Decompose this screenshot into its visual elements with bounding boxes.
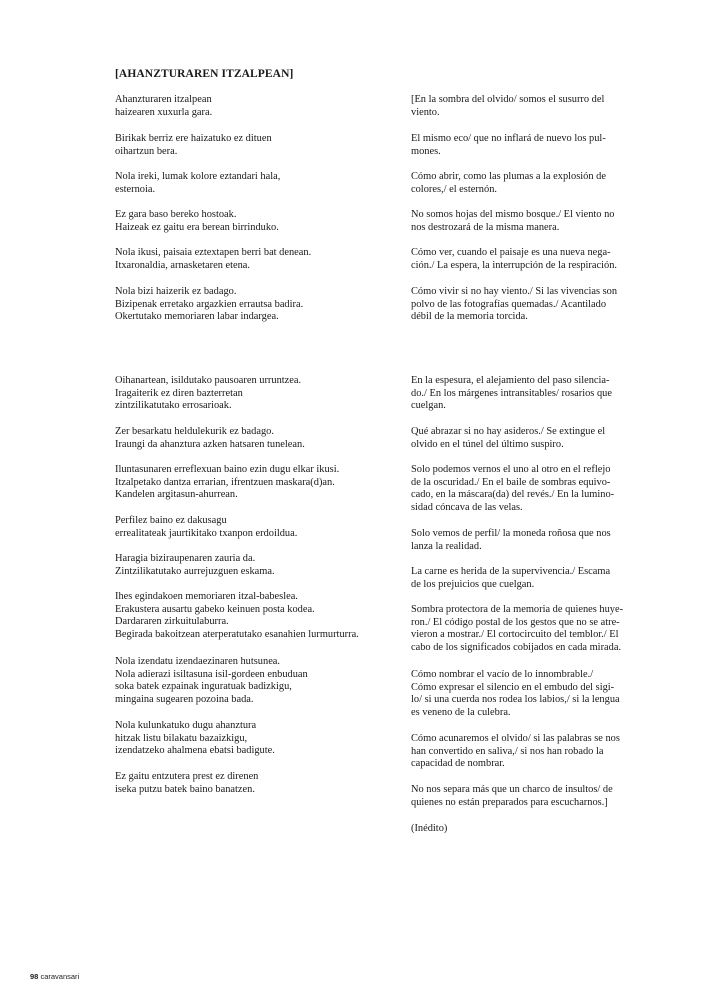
spanish-stanza: [411, 566, 610, 591]
verse-line: Ihes egindakoen memoriaren itzal-babeslea.: [115, 591, 298, 602]
basque-stanza: [115, 656, 308, 707]
magazine-name: caravansari: [40, 972, 80, 981]
verse-line: hitzak listu bilakatu bazaizkigu,: [115, 732, 248, 744]
verse-line: de la oscuridad./ En el baile de sombras equivo-: [411, 476, 611, 488]
verse-line: [En la sombra del olvido/ somos el susurro del: [411, 94, 605, 105]
verse-line: quienes no están preparados para escucharnos.]: [411, 796, 608, 808]
basque-stanza: [115, 286, 303, 324]
page-number: 98: [30, 972, 39, 981]
verse-line: cado, en la máscara(da) del revés./ En la lumino-: [411, 489, 615, 501]
verse-line: No somos hojas del mismo bosque./ El viento no: [411, 209, 615, 220]
verse-line: colores,/ el esternón.: [411, 183, 497, 195]
verse-line: Sombra protectora de la memoria de quienes huye-: [411, 604, 624, 615]
basque-stanza: [115, 464, 339, 502]
verse-line: iseka putzu batek baino banatzen.: [115, 783, 255, 795]
verse-line: de los prejuicios que cuelgan.: [411, 578, 535, 590]
spanish-stanza: [411, 669, 620, 720]
verse-line: Haizeak ez gaitu era berean birrinduko.: [115, 221, 279, 233]
verse-line: Birikak berriz ere haizatuko ez dituen: [115, 133, 272, 144]
verse-line: ron./ El código postal de los gestos que no se atre-: [411, 616, 620, 628]
spanish-stanza: [411, 209, 614, 234]
verse-line: Cómo ver, cuando el paisaje es una nueva nega-: [411, 247, 611, 258]
verse-line: En la espesura, el alejamiento del paso silencia-: [411, 375, 610, 386]
basque-stanza: [115, 771, 258, 796]
verse-line: han convertido en saliva,/ si nos han robado la: [411, 745, 604, 757]
verse-line: No nos separa más que un charco de insultos/ de: [411, 784, 613, 795]
verse-line: Nola ikusi, paisaia eztextapen berri bat denean.: [115, 247, 312, 258]
verse-line: mingaina sugearen pozoina bada.: [115, 694, 254, 706]
spanish-stanza: [411, 784, 613, 809]
verse-line: Iluntasunaren erreflexuan baino ezin dugu elkar ikusi.: [115, 464, 340, 475]
verse-line: Cómo acunaremos el olvido/ si las palabras se nos: [411, 733, 620, 744]
verse-line: vieron a mostrar./ El cortocircuito del temblor./ El: [411, 629, 619, 641]
verse-line: Iragaiterik ez diren bazterretan: [115, 387, 243, 399]
verse-line: Qué abrazar si no hay asideros./ Se extingue el: [411, 426, 606, 437]
verse-line: Ez gaitu entzutera prest ez direnen: [115, 771, 259, 782]
verse-line: lanza la realidad.: [411, 540, 482, 552]
spanish-stanza: [411, 375, 612, 413]
verse-line: mones.: [411, 145, 441, 157]
spanish-stanza: [411, 286, 617, 324]
verse-line: nos destrozará de la misma manera.: [411, 221, 560, 233]
verse-line: Cómo nombrar el vacío de lo innombrable./: [411, 669, 594, 680]
verse-line: viento.: [411, 106, 440, 118]
verse-line: polvo de las fotografías quemadas./ Acantilado: [411, 298, 607, 310]
verse-line: esternoia.: [115, 183, 156, 195]
verse-line: Kandelen argitasun-ahurrean.: [115, 489, 238, 501]
spanish-stanza: [411, 133, 606, 158]
verse-line: Haragia biziraupenaren zauria da.: [115, 553, 256, 564]
spanish-stanza: [411, 823, 447, 836]
verse-line: haizearen xuxurla gara.: [115, 106, 213, 118]
verse-line: zintzilikatutako errosarioak.: [115, 400, 232, 412]
verse-line: Okertutako memoriaren labar indargea.: [115, 311, 279, 323]
spanish-stanza: [411, 247, 617, 272]
verse-line: izendatzeko ahalmena ebatsi badigute.: [115, 745, 275, 757]
verse-line: Nola izendatu izendaezinaren hutsunea.: [115, 656, 281, 667]
verse-line: Itxaronaldia, arnasketaren etena.: [115, 259, 251, 271]
verse-line: El mismo eco/ que no inflará de nuevo los pul-: [411, 133, 606, 144]
verse-line: Nola ireki, lumak kolore eztandari hala,: [115, 171, 281, 182]
verse-line: Bizipenak erretako argazkien errautsa badira.: [115, 298, 304, 310]
verse-line: soka batek ezpainak inguratuak badizkigu,: [115, 681, 292, 693]
verse-line: capacidad de nombrar.: [411, 758, 505, 770]
verse-line: Cómo expresar el silencio en el embudo del sigi-: [411, 681, 615, 693]
spanish-stanza: [411, 426, 605, 451]
verse-line: Oihanartean, isildutako pausoaren urruntzea.: [115, 375, 302, 386]
verse-line: (Inédito): [411, 823, 448, 834]
spanish-stanza: [411, 171, 606, 196]
verse-line: olvido en el túnel del último suspiro.: [411, 438, 564, 450]
verse-line: La carne es herida de la supervivencia./ Escama: [411, 566, 611, 577]
basque-stanza: [115, 515, 297, 540]
poem-title: [AHANZTURAREN ITZALPEAN]: [115, 68, 294, 80]
verse-line: Dardararen zirkuitulaburra.: [115, 616, 229, 628]
verse-line: Perfilez baino ez dakusagu: [115, 515, 227, 526]
verse-line: Erakustera ausartu gabeko keinuen posta kodea.: [115, 603, 315, 615]
verse-line: Ez gara baso bereko hostoak.: [115, 209, 237, 220]
basque-stanza: [115, 171, 280, 196]
spanish-stanza: [411, 94, 604, 119]
verse-line: do./ En los márgenes intransitables/ rosarios que: [411, 387, 612, 399]
verse-line: Zer besarkatu heldulekurik ez badago.: [115, 426, 274, 437]
verse-line: Solo vemos de perfil/ la moneda roñosa que nos: [411, 528, 611, 539]
verse-line: sidad cóncava de las velas.: [411, 502, 523, 514]
verse-line: cuelgan.: [411, 400, 446, 412]
verse-line: Begirada bakoitzean aterperatutako esanahien lurmurturra.: [115, 629, 359, 641]
verse-line: Nola kulunkatuko dugu ahanztura: [115, 720, 257, 731]
verse-line: Iraungi da ahanztura azken hatsaren tunelean.: [115, 438, 305, 450]
page-footer: [30, 972, 79, 981]
verse-line: Cómo abrir, como las plumas a la explosión de: [411, 171, 606, 182]
verse-line: Zintzilikatutako aurrejuzguen eskama.: [115, 565, 275, 577]
spanish-stanza: [411, 733, 620, 771]
basque-stanza: [115, 375, 301, 413]
verse-line: Solo podemos vernos el uno al otro en el reflejo: [411, 464, 611, 475]
spanish-stanza: [411, 528, 611, 553]
verse-line: Itzalpetako dantza errarian, ifrentzuen maskara(d)an.: [115, 476, 335, 488]
spanish-stanza: [411, 464, 614, 515]
basque-stanza: [115, 247, 311, 272]
basque-stanza: [115, 133, 272, 158]
verse-line: Ahanzturaren itzalpean: [115, 94, 212, 105]
basque-stanza: [115, 426, 305, 451]
basque-stanza: [115, 591, 359, 642]
verse-line: es veneno de la culebra.: [411, 707, 511, 719]
verse-line: cabo de los significados cobijados en cada mirada.: [411, 642, 622, 654]
basque-stanza: [115, 720, 275, 758]
verse-line: errealitateak jaurtikitako txanpon erdoildua.: [115, 527, 298, 539]
verse-line: oihartzun bera.: [115, 145, 178, 157]
basque-stanza: [115, 553, 275, 578]
basque-stanza: [115, 209, 279, 234]
spanish-stanza: [411, 604, 623, 655]
verse-line: débil de la memoria torcida.: [411, 311, 528, 323]
basque-stanza: [115, 94, 212, 119]
verse-line: Nola bizi haizerik ez badago.: [115, 286, 237, 297]
verse-line: Nola adierazi isiltasuna isil-gordeen enbuduan: [115, 668, 308, 680]
verse-line: ción./ La espera, la interrupción de la respiración.: [411, 259, 617, 271]
verse-line: Cómo vivir si no hay viento./ Si las vivencias son: [411, 286, 618, 297]
verse-line: lo/ si una cuerda nos rodea los labios,/ si la lengua: [411, 694, 620, 706]
